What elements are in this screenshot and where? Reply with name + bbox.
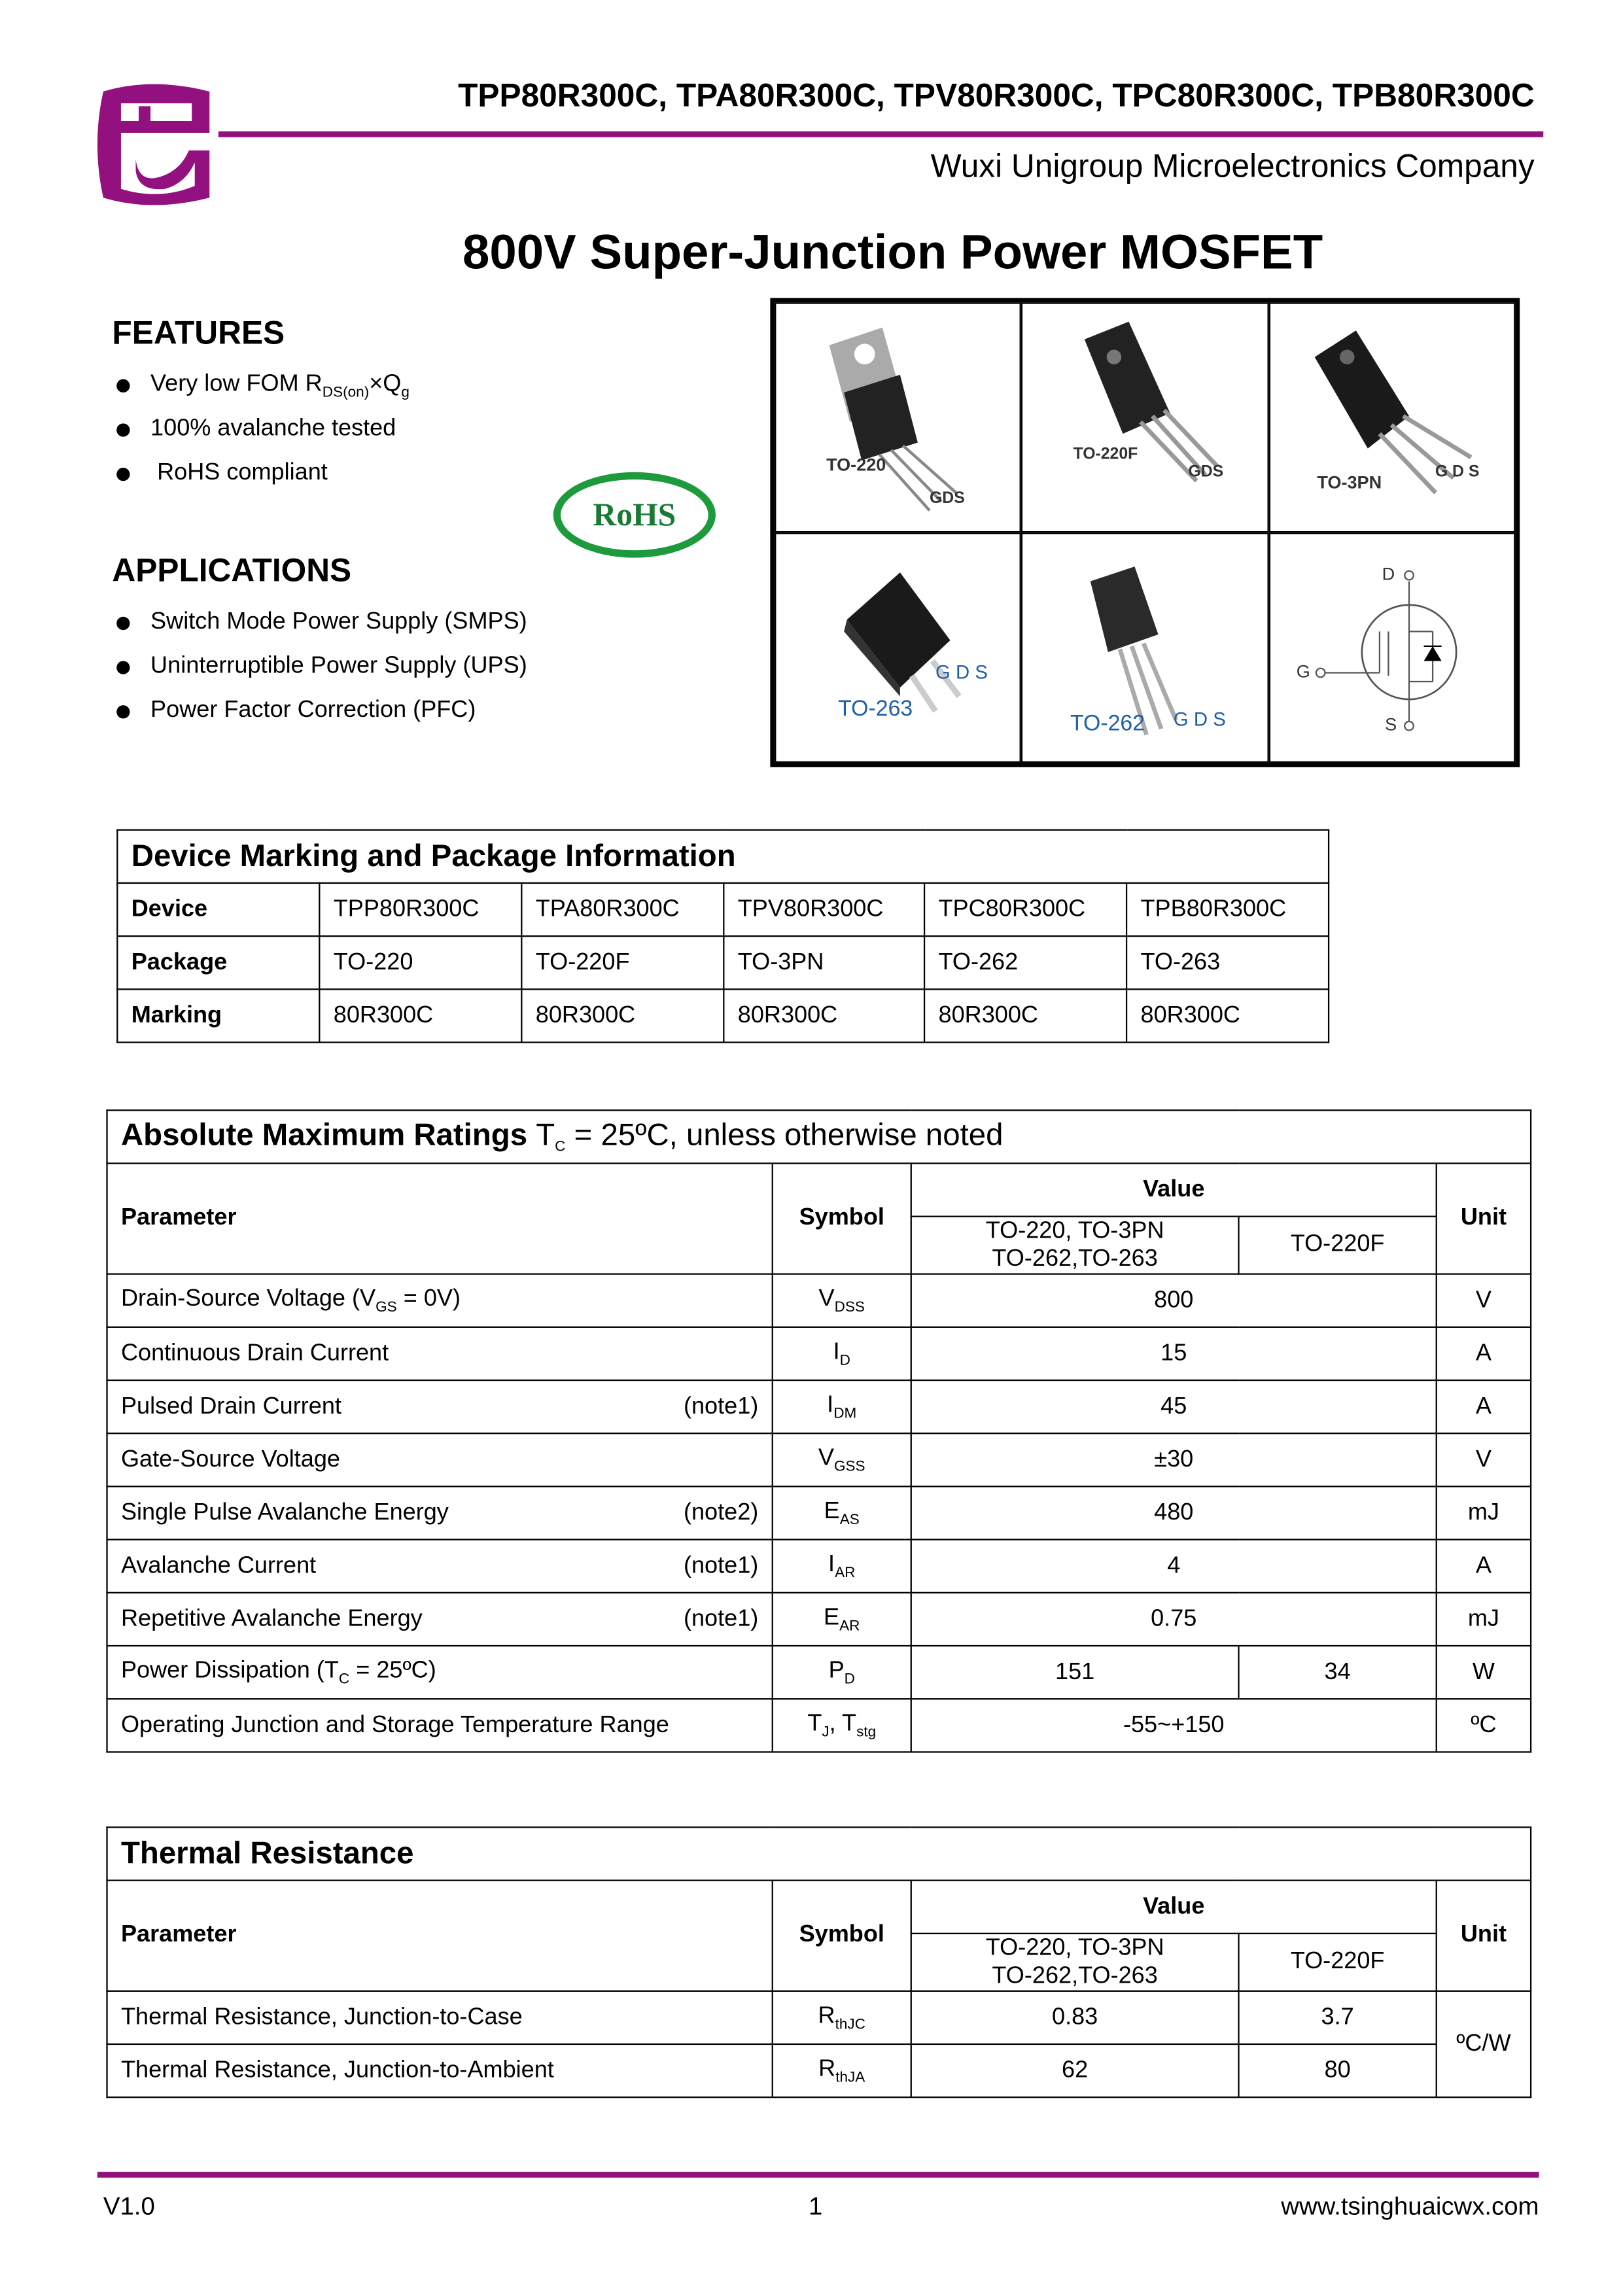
symbol-cell — [773, 1593, 911, 1646]
pin-labels: GDS — [1188, 463, 1224, 481]
symbol-cell — [773, 1327, 911, 1380]
table-cell: TO-3PN — [724, 936, 924, 989]
parameter-cell — [107, 1699, 773, 1752]
company-name: Wuxi Unigroup Microelectronics Company — [930, 147, 1535, 184]
package-to220 — [775, 302, 1021, 532]
parameter-text: Continuous Drain Current — [120, 1340, 389, 1366]
value-cell: 4 — [911, 1540, 1437, 1593]
to3pn-package-image — [1270, 304, 1514, 533]
header-parameter: Parameter — [107, 1163, 773, 1274]
value-cell-group-b: 3.7 — [1238, 1991, 1436, 2044]
package-group-a-line1: TO-220, TO-3PN — [985, 1219, 1164, 1244]
value-cell-group-a: 0.83 — [911, 1991, 1239, 2044]
parameter-text: Power Dissipation (T — [120, 1658, 339, 1683]
value-cell: 800 — [911, 1274, 1437, 1327]
package-label: TO-262 — [1070, 711, 1145, 737]
feature-item — [112, 459, 410, 503]
row-header: Marking — [117, 989, 319, 1042]
table-row — [107, 1991, 1531, 2044]
symbol-text: E — [824, 1604, 840, 1630]
application-item: Power Factor Correction (PFC) — [112, 697, 527, 741]
pin-labels: GDS — [929, 489, 965, 508]
symbol-sub: stg — [856, 1724, 877, 1741]
header-symbol: Symbol — [773, 1881, 911, 1991]
unit-cell: A — [1437, 1540, 1531, 1593]
symbol-sub: AS — [839, 1511, 860, 1528]
table-row — [107, 1699, 1531, 1752]
symbol-text: V — [818, 1445, 834, 1470]
table-row — [107, 1327, 1531, 1380]
symbol-sub: AR — [835, 1564, 856, 1581]
package-label: TO-220F — [1073, 445, 1138, 464]
table-title-row — [107, 1110, 1531, 1163]
package-label: TO-3PN — [1317, 472, 1382, 493]
package-to3pn — [1268, 302, 1515, 532]
condition-text: T — [536, 1118, 555, 1153]
parameter-text: = 0V) — [396, 1285, 461, 1312]
header-unit: Unit — [1437, 1881, 1531, 1991]
symbol-sub: thJA — [835, 2069, 865, 2086]
pin-labels: G D S — [1435, 463, 1480, 481]
parameter-cell — [107, 1540, 773, 1593]
value-cell: ±30 — [911, 1433, 1437, 1486]
table-row — [107, 1274, 1531, 1327]
pin-labels: G D S — [935, 661, 988, 684]
feature-text: Very low FOM R — [150, 372, 323, 397]
note-reference: (note1) — [683, 1552, 759, 1578]
table-title — [107, 1110, 1531, 1163]
rohs-logo-text: RoHS — [593, 495, 676, 533]
features-heading: FEATURES — [112, 314, 285, 351]
symbol-sub: DSS — [834, 1298, 865, 1315]
header-package-group-b: TO-220F — [1238, 1934, 1436, 1991]
table-cell: 80R300C — [319, 989, 521, 1042]
table-cell: 80R300C — [924, 989, 1126, 1042]
parameter-sub: GS — [375, 1298, 397, 1315]
value-cell: 480 — [911, 1486, 1437, 1539]
header-divider — [218, 131, 1543, 137]
symbol-text: I — [828, 1551, 835, 1577]
application-item: Switch Mode Power Supply (SMPS) — [112, 608, 527, 652]
header-parameter: Parameter — [107, 1881, 773, 1991]
table-header-row — [107, 1881, 1531, 1934]
symbol-sub: D — [844, 1671, 855, 1688]
value-cell: -55~+150 — [911, 1699, 1437, 1752]
parameter-text: Repetitive Avalanche Energy — [120, 1606, 423, 1631]
symbol-text: R — [818, 2056, 836, 2081]
unit-cell: W — [1437, 1646, 1531, 1699]
parameter-text: Pulsed Drain Current — [120, 1393, 341, 1419]
table-condition — [536, 1118, 1003, 1156]
unit-cell: ºC — [1437, 1699, 1531, 1752]
package-image-grid — [770, 298, 1520, 767]
symbol-sub: thJC — [835, 2016, 865, 2032]
version-label: V1.0 — [103, 2192, 155, 2221]
symbol-cell — [773, 1540, 911, 1593]
note-reference: (note1) — [683, 1393, 759, 1419]
parameter-cell — [107, 1327, 773, 1380]
device-marking-table — [116, 829, 1329, 1043]
parameter-cell — [107, 1274, 773, 1327]
symbol-text: , T — [829, 1711, 857, 1736]
rohs-logo — [553, 472, 716, 558]
package-to220f — [1022, 302, 1268, 532]
symbol-sub: D — [839, 1352, 850, 1368]
table-row — [117, 883, 1329, 936]
pin-label-source: S — [1385, 714, 1397, 735]
note-reference: (note2) — [683, 1499, 759, 1525]
package-group-a-line2: TO-262,TO-263 — [992, 1246, 1158, 1272]
pin-label-gate: G — [1296, 661, 1310, 682]
table-cell: TO-263 — [1126, 936, 1329, 989]
page-number: 1 — [809, 2192, 823, 2221]
feature-sub: g — [401, 385, 410, 402]
to220f-package-image — [1023, 304, 1268, 533]
symbol-sub: AR — [839, 1618, 860, 1634]
header-package-group-a — [911, 1934, 1239, 1991]
symbol-cell — [773, 1380, 911, 1433]
table-row — [107, 1486, 1531, 1539]
feature-item — [112, 415, 410, 459]
symbol-text: E — [824, 1498, 840, 1523]
header-package-group-a — [911, 1217, 1239, 1274]
parameter-cell: Thermal Resistance, Junction-to-Ambient — [107, 2044, 773, 2097]
table-title-text: Absolute Maximum Ratings — [120, 1118, 528, 1153]
header-symbol: Symbol — [773, 1163, 911, 1274]
table-row — [117, 936, 1329, 989]
parameter-sub: C — [338, 1671, 350, 1688]
value-cell-group-b: 80 — [1238, 2044, 1436, 2097]
header-value: Value — [911, 1163, 1437, 1216]
parameter-cell — [107, 1380, 773, 1433]
package-label: TO-263 — [838, 696, 913, 722]
feature-item — [112, 370, 410, 415]
parameter-text: = 25ºC) — [349, 1658, 436, 1683]
mosfet-schematic — [1268, 532, 1515, 763]
parameter-text: Operating Junction and Storage Temperature Range — [120, 1712, 669, 1737]
unit-cell: A — [1437, 1380, 1531, 1433]
pin-labels: G D S — [1173, 708, 1226, 731]
table-row — [107, 1540, 1531, 1593]
applications-heading: APPLICATIONS — [112, 551, 352, 589]
package-group-a-line1: TO-220, TO-3PN — [985, 1936, 1164, 1961]
parameter-text: Gate-Source Voltage — [120, 1446, 340, 1472]
symbol-cell — [773, 1646, 911, 1699]
application-item: Uninterruptible Power Supply (UPS) — [112, 652, 527, 697]
note-reference: (note1) — [683, 1606, 759, 1631]
table-cell: TPA80R300C — [521, 883, 724, 936]
row-header: Package — [117, 936, 319, 989]
table-cell: TO-220F — [521, 936, 724, 989]
parameter-cell — [107, 1646, 773, 1699]
package-group-a-line2: TO-262,TO-263 — [992, 1964, 1158, 1989]
unit-cell: mJ — [1437, 1593, 1531, 1646]
table-row — [107, 2044, 1531, 2097]
value-cell-group-a: 62 — [911, 2044, 1239, 2097]
symbol-text: V — [818, 1285, 835, 1312]
header-unit: Unit — [1437, 1163, 1531, 1274]
package-to263 — [775, 532, 1021, 763]
feature-text: RoHS compliant — [150, 460, 328, 486]
table-row — [107, 1646, 1531, 1699]
to263-package-image — [776, 534, 1021, 763]
table-header-row — [107, 1163, 1531, 1216]
applications-list — [112, 608, 527, 740]
value-cell-group-a: 151 — [911, 1646, 1239, 1699]
symbol-sub: GSS — [833, 1458, 865, 1475]
footer-divider — [97, 2172, 1539, 2178]
unit-cell: V — [1437, 1433, 1531, 1486]
condition-text: = 25ºC, unless otherwise noted — [565, 1118, 1003, 1153]
value-cell: 0.75 — [911, 1593, 1437, 1646]
website-link[interactable]: www.tsinghuaicwx.com — [1281, 2192, 1539, 2221]
symbol-text: I — [833, 1338, 840, 1365]
parameter-cell: Thermal Resistance, Junction-to-Case — [107, 1991, 773, 2044]
symbol-sub: DM — [833, 1405, 857, 1422]
table-cell: TO-220 — [319, 936, 521, 989]
document-title: 800V Super-Junction Power MOSFET — [462, 224, 1323, 279]
parameter-text: Single Pulse Avalanche Energy — [120, 1499, 449, 1525]
features-list — [112, 370, 410, 503]
symbol-sub: J — [822, 1724, 829, 1741]
feature-text: 100% avalanche tested — [150, 416, 396, 442]
parameter-text: Avalanche Current — [120, 1552, 317, 1578]
symbol-cell — [773, 1991, 911, 2044]
symbol-text: T — [807, 1711, 822, 1736]
feature-text: ×Q — [369, 372, 402, 397]
symbol-cell — [773, 1486, 911, 1539]
symbol-cell — [773, 1433, 911, 1486]
table-cell: TPV80R300C — [724, 883, 924, 936]
to262-package-image — [1023, 534, 1268, 763]
unit-cell: V — [1437, 1274, 1531, 1327]
value-cell: 45 — [911, 1380, 1437, 1433]
table-title-row — [107, 1827, 1531, 1880]
company-logo — [86, 80, 222, 209]
symbol-cell — [773, 2044, 911, 2097]
table-title-row — [117, 830, 1329, 883]
symbol-cell — [773, 1699, 911, 1752]
symbol-text: R — [818, 2002, 835, 2028]
feature-sub: DS(on) — [322, 385, 370, 402]
symbol-text: I — [827, 1392, 834, 1418]
condition-sub: C — [555, 1139, 566, 1156]
pin-label-drain: D — [1382, 563, 1395, 585]
symbol-cell — [773, 1274, 911, 1327]
unit-cell: A — [1437, 1327, 1531, 1380]
table-row — [107, 1380, 1531, 1433]
parameter-cell — [107, 1486, 773, 1539]
header-package-group-b: TO-220F — [1238, 1217, 1436, 1274]
row-header: Device — [117, 883, 319, 936]
table-cell: TPC80R300C — [924, 883, 1126, 936]
table-row — [107, 1433, 1531, 1486]
parameter-cell — [107, 1593, 773, 1646]
header-value: Value — [911, 1881, 1437, 1934]
table-title: Device Marking and Package Information — [117, 830, 1329, 883]
package-to262 — [1022, 532, 1268, 763]
table-cell: 80R300C — [724, 989, 924, 1042]
symbol-text: P — [828, 1658, 845, 1683]
unit-cell: mJ — [1437, 1486, 1531, 1539]
table-row — [107, 1593, 1531, 1646]
table-cell: TO-262 — [924, 936, 1126, 989]
table-title: Thermal Resistance — [107, 1827, 1531, 1880]
table-row — [117, 989, 1329, 1042]
package-label: TO-220 — [826, 454, 886, 476]
parameter-text: Drain-Source Voltage (V — [120, 1285, 376, 1312]
part-numbers-header: TPP80R300C, TPA80R300C, TPV80R300C, TPC80R300C, TPB80R300C — [458, 77, 1535, 114]
table-cell: TPP80R300C — [319, 883, 521, 936]
parameter-cell — [107, 1433, 773, 1486]
table-cell: 80R300C — [521, 989, 724, 1042]
value-cell-group-b: 34 — [1238, 1646, 1436, 1699]
to220-package-image — [776, 304, 1021, 533]
value-cell: 15 — [911, 1327, 1437, 1380]
unit-cell: ºC/W — [1437, 1991, 1531, 2097]
absolute-maximum-ratings-table — [106, 1109, 1531, 1752]
table-cell: TPB80R300C — [1126, 883, 1329, 936]
thermal-resistance-table — [106, 1826, 1531, 2098]
table-cell: 80R300C — [1126, 989, 1329, 1042]
